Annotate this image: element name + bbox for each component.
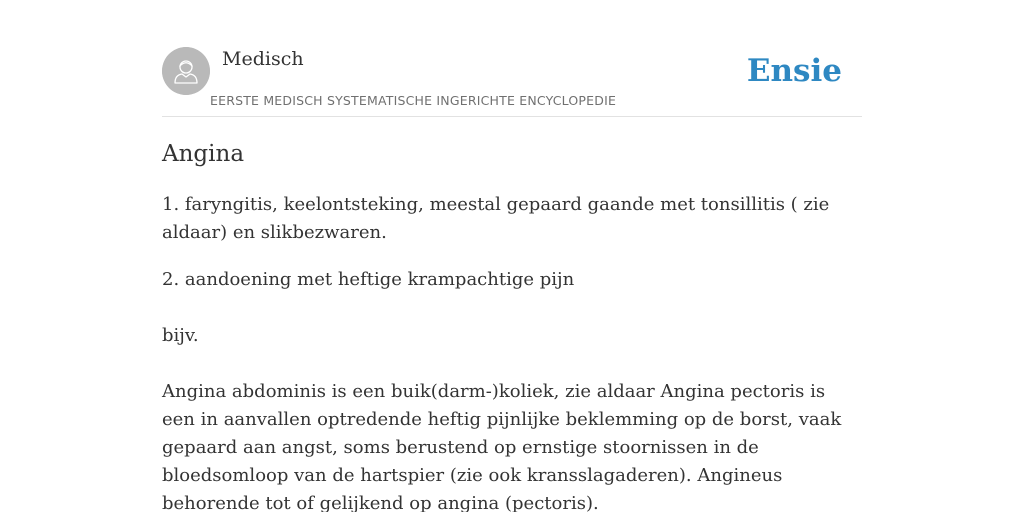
article — [162, 138, 862, 512]
definition-2: 2. aandoening met heftige krampachtige pijn — [162, 269, 575, 290]
spacer — [162, 350, 862, 378]
example-label: bijv. — [162, 325, 199, 346]
brand-logo[interactable]: Ensie — [746, 53, 842, 89]
definition-1: 1. faryngitis, keelontsteking, meestal gepaard gaande met tonsillitis ( zie aldaar) en slikbezwaren. — [162, 194, 830, 243]
entry-title: Angina — [162, 141, 245, 167]
header — [162, 47, 862, 117]
spacer — [162, 294, 862, 322]
user-avatar-icon[interactable] — [162, 47, 210, 95]
example-text: Angina abdominis is een buik(darm-)koliek, zie aldaar Angina pectoris is een in aanvallen optredende heftig pijnlijke beklemming op de borst, vaak gepaard aan angst, soms berustend op ernstige stoornissen in de bloedsomloop van de hartspier (zie ook kransslagaderen). Angineus behorende tot of gelijkend op angina (pectoris). — [162, 381, 842, 512]
user-icon — [162, 47, 210, 95]
category-subtitle: EERSTE MEDISCH SYSTEMATISCHE INGERICHTE ENCYCLOPEDIE — [210, 93, 617, 108]
category-title[interactable]: Medisch — [222, 48, 304, 70]
